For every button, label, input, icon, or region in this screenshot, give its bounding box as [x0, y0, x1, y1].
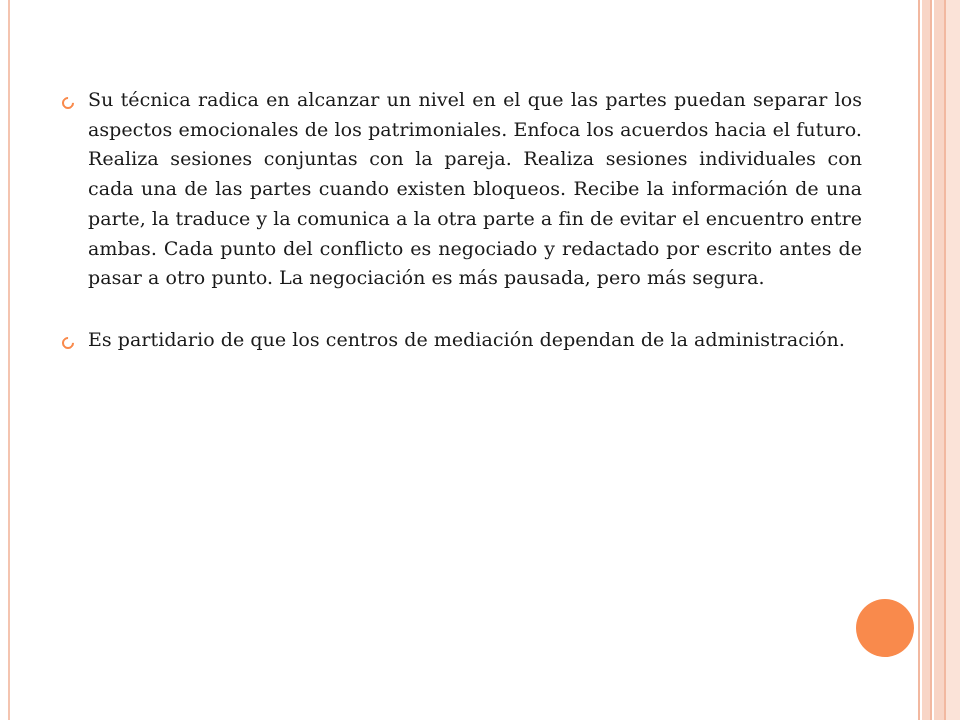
right-stripe	[934, 0, 944, 720]
decorative-circle	[856, 599, 914, 657]
right-stripe	[946, 0, 960, 720]
bullet-item	[62, 86, 862, 294]
bullet-item	[62, 326, 862, 356]
right-stripe	[922, 0, 930, 720]
left-border-line	[8, 0, 10, 720]
right-stripe	[918, 0, 920, 720]
bullet-marker-icon	[60, 95, 77, 112]
right-stripe	[930, 0, 932, 720]
bullet-text: Es partidario de que los centros de mediación dependan de la administración.	[88, 328, 845, 351]
bullet-marker-icon	[60, 334, 77, 351]
bullet-list	[62, 86, 862, 388]
bullet-text: Su técnica radica en alcanzar un nivel en el que las partes puedan separar los aspectos emocionales de los patrimoniales. Enfoca los acuerdos hacia el futuro. Realiza sesiones conjuntas con la pareja. Realiza sesiones individuales con cada una de las partes cuando existen bloqueos. Recibe la información de una parte, la traduce y la comunica a la otra parte a fin de evitar el encuentro entre ambas. Cada punto del conflicto es negociado y redactado por escrito antes de pasar a otro punto. La negociación es más pausada, pero más segura.	[88, 89, 862, 290]
